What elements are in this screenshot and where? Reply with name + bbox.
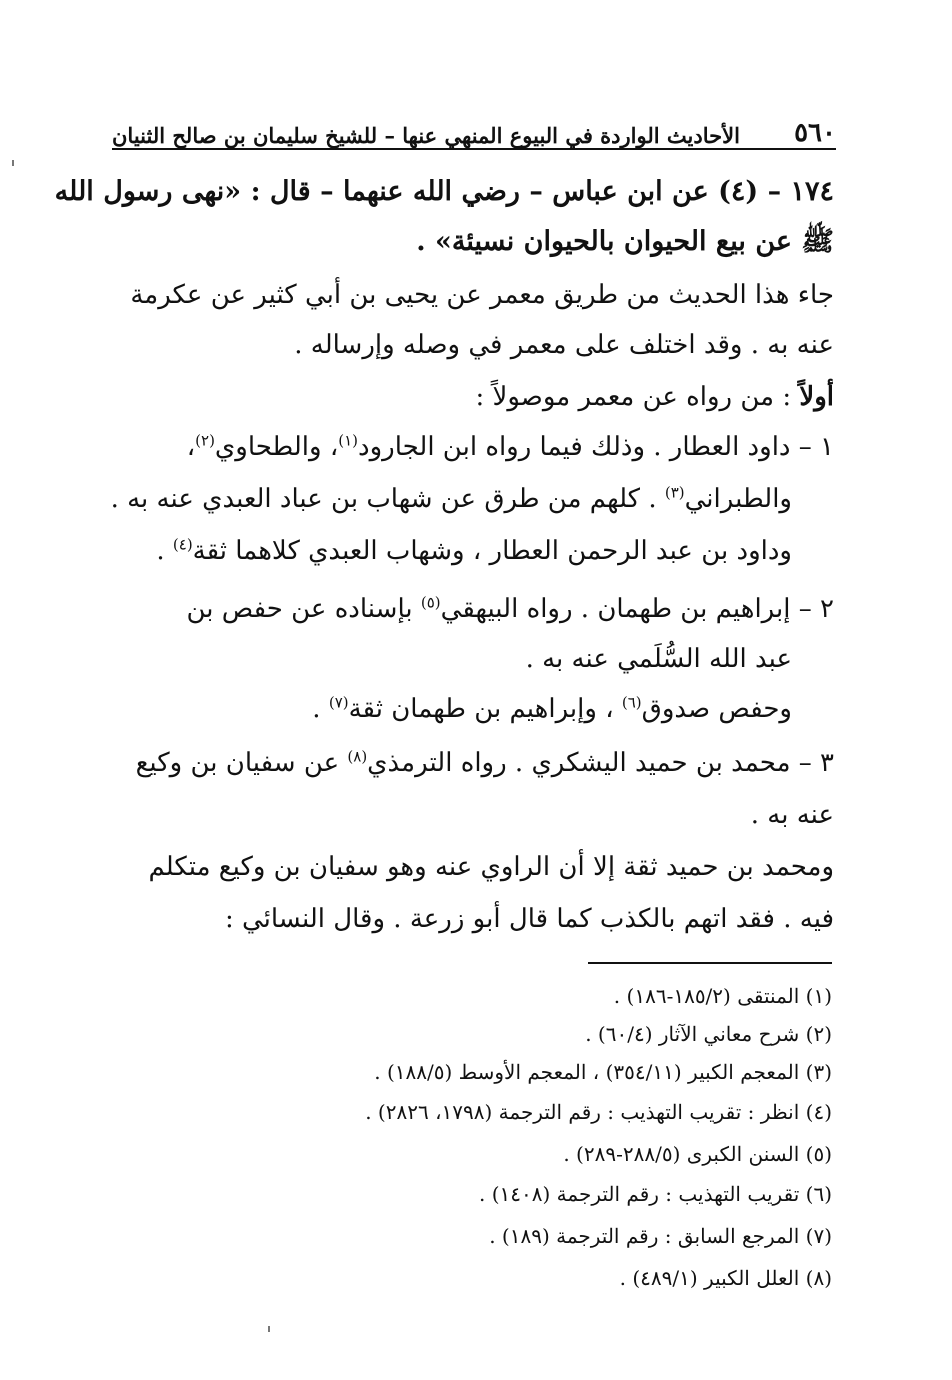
footnote-ref-8[interactable]: (٨) bbox=[347, 747, 368, 766]
item-3-line-1 bbox=[136, 748, 834, 779]
footnote-ref-1[interactable]: (١) bbox=[338, 431, 358, 450]
item-2-line-3 bbox=[312, 694, 792, 725]
footnote-2: (٢) شرح معاني الآثار (٦٠/٤) . bbox=[585, 1022, 832, 1046]
item-1-line-2-b: . كلهم من طرق عن شهاب بن عباد العبدي عنه به . bbox=[110, 484, 665, 514]
section-heading-bold: أولاً bbox=[799, 382, 834, 412]
paragraph-2-line-1: ومحمد بن حميد ثقة إلا أن الراوي عنه وهو سفيان بن وكيع متكلم bbox=[148, 852, 834, 882]
item-2-line-3-a: وحفص صدوق bbox=[641, 694, 792, 724]
item-2-line-1 bbox=[186, 594, 834, 625]
page-number: ٥٦٠ bbox=[794, 118, 836, 148]
item-1-text-c: ، bbox=[186, 432, 196, 462]
paragraph-1-line-1: جاء هذا الحديث من طريق معمر عن يحيى بن أبي كثير عن عكرمة bbox=[130, 280, 834, 310]
item-3-line-2: عنه به . bbox=[750, 800, 834, 830]
item-3-text-a: ٣ – محمد بن حميد اليشكري . رواه الترمذي bbox=[367, 748, 834, 778]
item-3-text-b: عن سفيان بن وكيع bbox=[135, 748, 348, 778]
item-2-text-b: بإسناده عن حفص بن bbox=[186, 594, 421, 624]
hadith-line-2: ﷺ عن بيع الحيوان بالحيوان نسيئة» . bbox=[416, 226, 834, 257]
margin-mark bbox=[12, 160, 14, 166]
footnote-ref-7[interactable]: (٧) bbox=[328, 693, 349, 712]
item-1-line-3-a: وداود بن عبد الرحمن العطار ، وشهاب العبدي كلاهما ثقة bbox=[192, 536, 792, 566]
footnote-ref-5[interactable]: (٥) bbox=[420, 593, 441, 612]
header-rule bbox=[112, 148, 836, 150]
page-header bbox=[112, 106, 836, 146]
section-heading bbox=[475, 382, 834, 413]
item-2-line-3-c: . bbox=[312, 694, 329, 724]
item-2-line-3-b: ، وإبراهيم بن طهمان ثقة bbox=[348, 694, 622, 724]
footnote-4: (٤) انظر : تقريب التهذيب : رقم الترجمة (١٧٩٨، ٢٨٢٦) . bbox=[365, 1100, 832, 1124]
running-title: الأحاديث الواردة في البيوع المنهي عنها – للشيخ سليمان بن صالح الثنيان bbox=[112, 123, 740, 148]
footnote-ref-4[interactable]: (٤) bbox=[172, 535, 193, 554]
section-heading-text: : من رواه عن معمر موصولاً : bbox=[475, 382, 800, 412]
footnote-8: (٨) العلل الكبير (٤٨٩/١) . bbox=[619, 1266, 832, 1290]
item-1-line-1 bbox=[187, 432, 834, 463]
item-1-text-a: ١ – داود العطار . وذلك فيما رواه ابن الجارود bbox=[358, 432, 834, 462]
item-1-line-3 bbox=[156, 536, 792, 567]
footnote-3: (٣) المعجم الكبير (٣٥٤/١١) ، المعجم الأوسط (١٨٨/٥) . bbox=[374, 1060, 832, 1084]
footnote-ref-6[interactable]: (٦) bbox=[621, 693, 642, 712]
item-1-text-b: ، والطحاوي bbox=[214, 432, 339, 462]
item-2-text-a: ٢ – إبراهيم بن طهمان . رواه البيهقي bbox=[440, 594, 834, 624]
paragraph-1-line-2: عنه به . وقد اختلف على معمر في وصله وإرساله . bbox=[294, 330, 834, 360]
paragraph-2-line-2: فيه . فقد اتهم بالكذب كما قال أبو زرعة . وقال النسائي : bbox=[224, 904, 834, 934]
footnote-5: (٥) السنن الكبرى (٢٨٨/٥-٢٨٩) . bbox=[563, 1142, 832, 1166]
footnote-ref-2[interactable]: (٢) bbox=[195, 431, 215, 450]
footnote-1: (١) المنتقى (١٨٥/٢-١٨٦) . bbox=[613, 984, 832, 1008]
margin-mark bbox=[268, 1326, 270, 1332]
hadith-line-1: ١٧٤ – (٤) عن ابن عباس – رضي الله عنهما – قال : «نهى رسول الله bbox=[54, 176, 834, 207]
footnote-ref-3[interactable]: (٣) bbox=[664, 483, 685, 502]
footnote-6: (٦) تقريب التهذيب : رقم الترجمة (١٤٠٨) . bbox=[479, 1182, 832, 1206]
item-1-line-3-b: . bbox=[156, 536, 173, 566]
footnote-7: (٧) المرجع السابق : رقم الترجمة (١٨٩) . bbox=[489, 1224, 832, 1248]
item-1-line-2-a: والطبراني bbox=[684, 484, 792, 514]
item-2-line-2: عبد الله السُّلَمي عنه به . bbox=[525, 644, 792, 674]
footnote-rule bbox=[588, 962, 832, 964]
item-1-line-2 bbox=[111, 484, 792, 515]
